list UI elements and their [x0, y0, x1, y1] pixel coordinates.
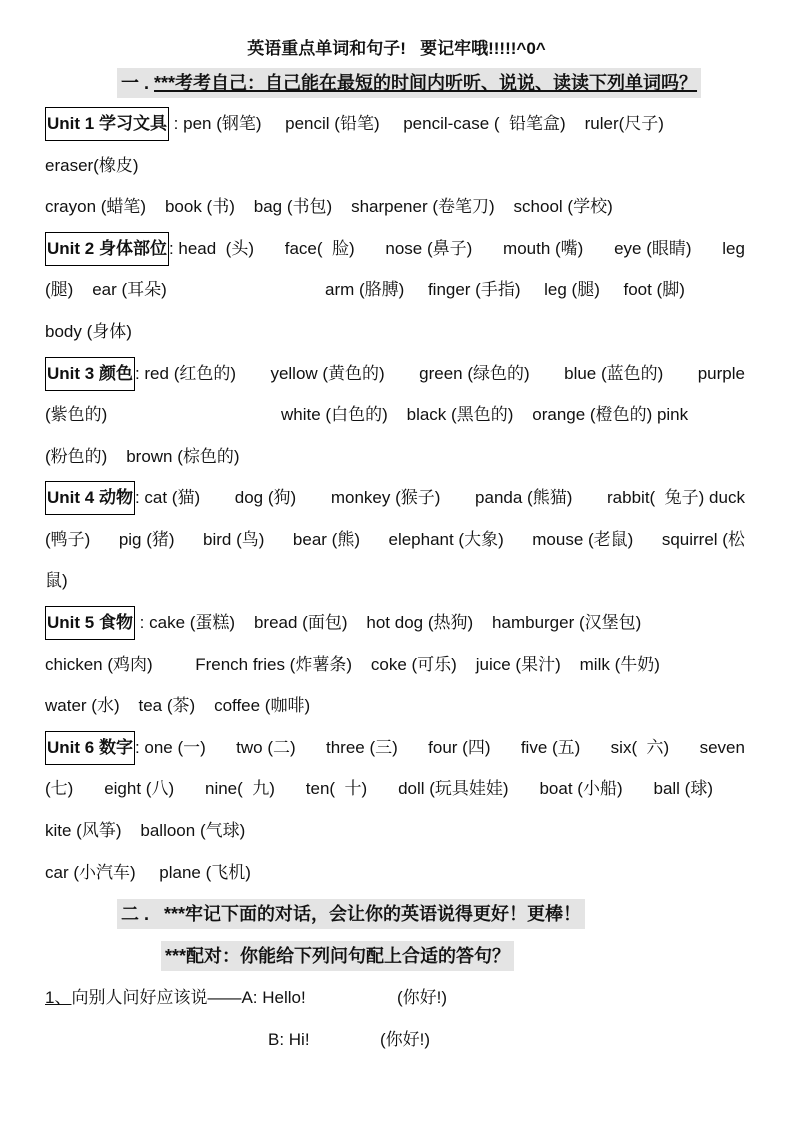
- text-line: [45, 523, 745, 557]
- unit-6-line: [45, 731, 745, 765]
- word: four (四): [428, 738, 491, 757]
- word: mouse (老鼠): [532, 530, 634, 549]
- word: boat (小船): [539, 779, 623, 798]
- word-group: arm (胳膊) finger (手指) leg (腿) foot (脚): [325, 280, 685, 299]
- word: ball (球): [653, 779, 713, 798]
- text-line: crayon (蜡笔) book (书) bag (书包) sharpener (卷笔刀) school (学校): [45, 197, 613, 216]
- item-number: 1、: [45, 988, 72, 1007]
- page-title: 英语重点单词和句子! 要记牢哦!!!!!^0^: [247, 39, 546, 58]
- word: seven: [699, 738, 745, 757]
- word: three (三): [326, 738, 398, 757]
- word: pig (猪): [118, 530, 175, 549]
- text-line: car (小汽车) plane (飞机): [45, 863, 251, 882]
- word: : head (头): [168, 239, 254, 258]
- dialog-a: 向别人问好应该说——A: Hello!: [71, 988, 306, 1007]
- word: : one (一): [134, 738, 206, 757]
- word: elephant (大象): [388, 530, 504, 549]
- unit-4-label: Unit 4 动物: [45, 481, 135, 515]
- section-1-heading: [117, 68, 701, 98]
- text-line: [45, 273, 745, 307]
- unit-6-label: Unit 6 数字: [45, 731, 135, 765]
- unit-3-label: Unit 3 颜色: [45, 357, 135, 391]
- text-line: (粉色的) brown (棕色的): [45, 447, 240, 466]
- dialog-b: B: Hi!: [268, 1030, 310, 1049]
- text-line: kite (风筝) balloon (气球): [45, 821, 246, 840]
- unit-5-line: [45, 606, 641, 640]
- word: bird (鸟): [203, 530, 265, 549]
- dialog-b-translation: (你好!): [380, 1030, 431, 1049]
- text-line: [45, 772, 713, 806]
- word: (鸭子): [45, 530, 91, 549]
- word: mouth (嘴): [503, 239, 584, 258]
- unit-1-label: Unit 1 学习文具: [45, 107, 169, 141]
- text-line: [45, 398, 745, 432]
- text-line: 鼠): [45, 571, 68, 590]
- word: purple: [697, 364, 745, 383]
- unit-3-line: [45, 357, 745, 391]
- word: bear (熊): [292, 530, 360, 549]
- section-3-heading: ***配对：你能给下列问句配上合适的答句？: [161, 941, 514, 971]
- unit-5-label: Unit 5 食物: [45, 606, 135, 640]
- word: dog (狗): [234, 488, 297, 507]
- word: green (绿色的): [419, 364, 530, 383]
- unit-2-line: [45, 232, 745, 266]
- word-group: (紫色的): [45, 405, 108, 424]
- dialog-line-b: [45, 1023, 745, 1057]
- word: (七): [45, 779, 74, 798]
- word: eight (八): [104, 779, 175, 798]
- word: rabbit( 兔子) duck: [607, 488, 745, 507]
- word-group: white (白色的) black (黑色的) orange (橙色的) pink: [281, 405, 689, 424]
- unit-5-words: : cake (蛋糕) bread (面包) hot dog (热狗) hamburger (汉堡包): [134, 613, 642, 632]
- section-text: ***考考自己：自己能在最短的时间内听听、说说、读读下列单词吗？: [154, 73, 698, 93]
- section-2-heading: 二 . ***牢记下面的对话，会让你的英语说得更好！更棒！: [117, 899, 585, 929]
- text-line: eraser(橡皮): [45, 156, 139, 175]
- word: leg: [722, 239, 745, 258]
- dialog-a-translation: (你好!): [397, 988, 448, 1007]
- word: face( 脸): [284, 239, 355, 258]
- text-line: chicken (鸡肉) French fries (炸薯条) coke (可乐) juice (果汁) milk (牛奶): [45, 655, 660, 674]
- word: monkey (猴子): [330, 488, 441, 507]
- section-number: 一 .: [121, 73, 155, 93]
- word: : cat (猫): [134, 488, 201, 507]
- unit-4-line: [45, 481, 745, 515]
- dialog-line-a: [45, 981, 745, 1015]
- word-group: (腿) ear (耳朵): [45, 280, 167, 299]
- word: six( 六): [610, 738, 670, 757]
- word: yellow (黄色的): [270, 364, 385, 383]
- word: two (二): [236, 738, 296, 757]
- word: panda (熊猫): [475, 488, 573, 507]
- word: ten( 十): [305, 779, 368, 798]
- word: doll (玩具娃娃): [398, 779, 509, 798]
- word: : red (红色的): [134, 364, 237, 383]
- word: eye (眼睛): [614, 239, 692, 258]
- unit-1-words: : pen (钢笔) pencil (铅笔) pencil-case ( 铅笔盒) ruler(尺子): [168, 114, 664, 133]
- unit-2-label: Unit 2 身体部位: [45, 232, 169, 266]
- word: nose (鼻子): [385, 239, 473, 258]
- text-line: body (身体): [45, 322, 132, 341]
- word: squirrel (松: [661, 530, 745, 549]
- word: five (五): [520, 738, 581, 757]
- word: blue (蓝色的): [564, 364, 664, 383]
- word: nine( 九): [205, 779, 275, 798]
- text-line: water (水) tea (茶) coffee (咖啡): [45, 696, 311, 715]
- unit-1-line: [45, 107, 664, 141]
